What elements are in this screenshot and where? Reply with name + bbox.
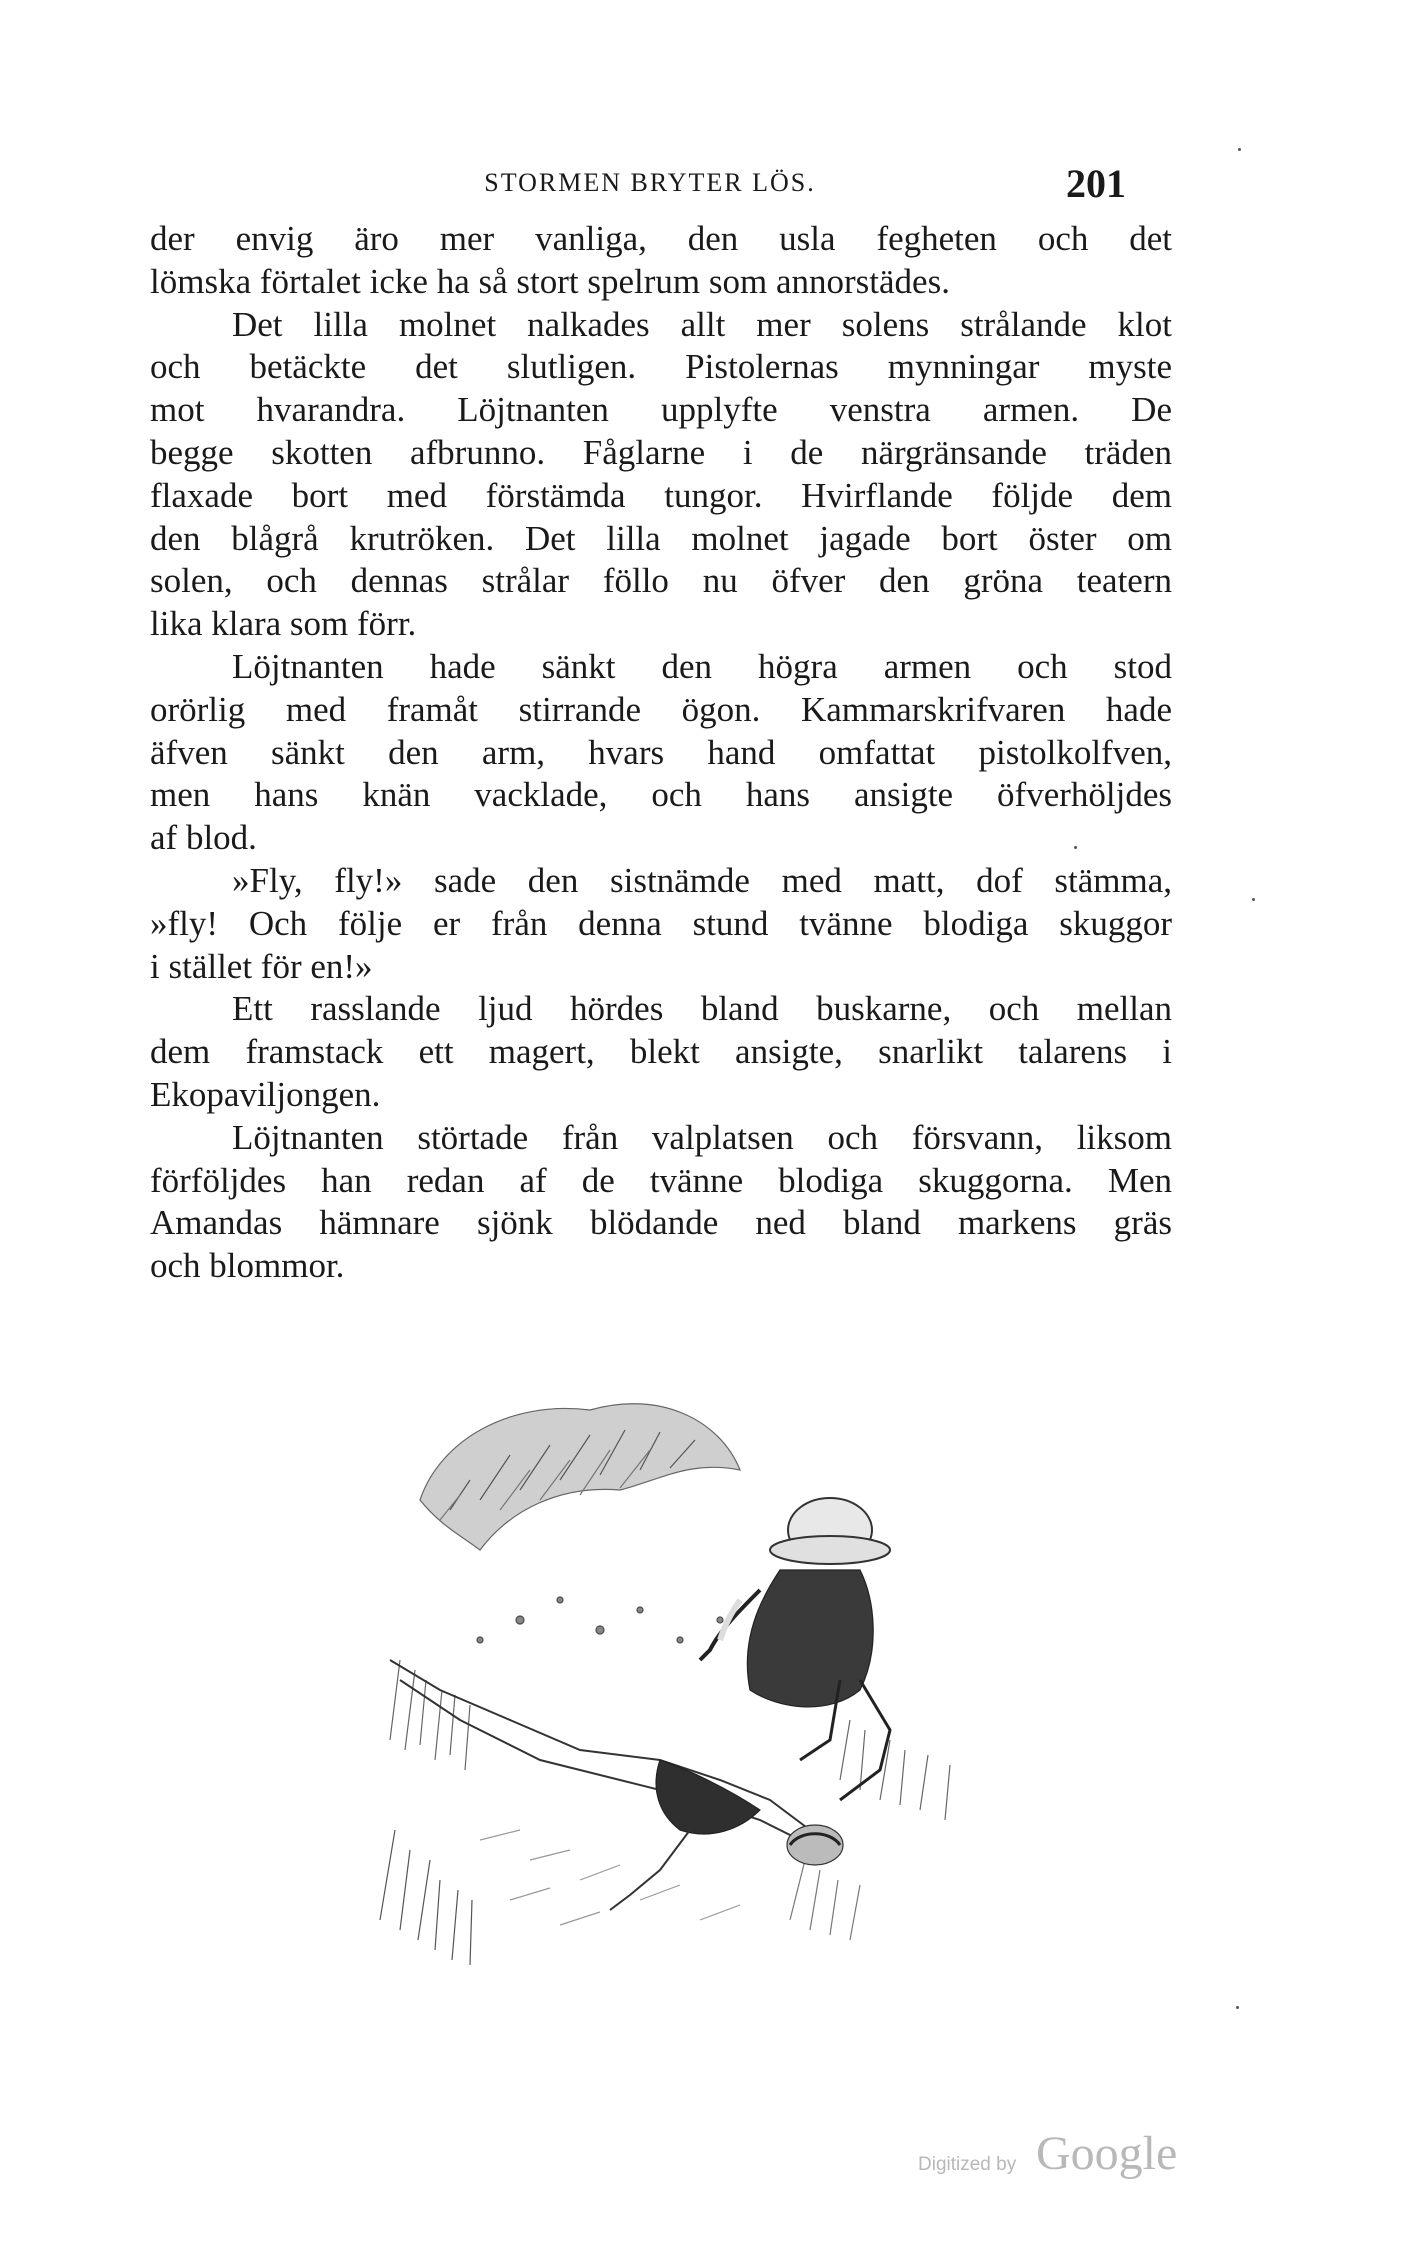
text-line: i stället för en!» (150, 946, 373, 986)
text-line: der envig äro mer vanliga, den usla fegheten och det (150, 219, 1172, 258)
text-line: flaxade bort med förstämda tungor. Hvirflande följde dem (150, 475, 1172, 515)
scan-speck (1252, 898, 1255, 901)
text-line: men hans knän vacklade, och hans ansigte öfverhöljdes (150, 775, 1172, 815)
text-line: äfven sänkt den arm, hvars hand omfattat pistolkolfven, (150, 732, 1172, 772)
google-logo: Google (1036, 2127, 1178, 2180)
running-head (150, 160, 1150, 208)
scan-speck (1238, 148, 1241, 151)
text-line: »Fly, fly!» sade den sistnämde med matt, dof stämma, (232, 860, 1172, 900)
text-line: Löjtnanten hade sänkt den högra armen och stod (232, 646, 1172, 686)
text-line: begge skotten afbrunno. Fåglarne i de närgränsande träden (150, 432, 1172, 472)
text-line: och blommor. (150, 1246, 345, 1286)
text-line: solen, och dennas strålar föllo nu öfver den gröna teatern (150, 561, 1172, 601)
google-watermark (918, 2127, 1218, 2190)
text-line: lömska förtalet icke ha så stort spelrum som annorstädes. (150, 261, 950, 301)
text-line: lika klara som förr. (150, 604, 417, 644)
text-line: Ett rasslande ljud hördes bland buskarne, och mellan (232, 989, 1172, 1029)
text-line: af blod. (150, 818, 257, 858)
digitized-by-label: Digitized by (918, 2154, 1017, 2175)
text-line: Löjtnanten störtade från valplatsen och försvann, liksom (232, 1117, 1172, 1157)
text-line: förföljdes han redan af de tvänne blodiga skuggorna. Men (150, 1160, 1172, 1200)
running-title: STORMEN BRYTER LÖS. (484, 168, 816, 197)
text-line: orörlig med framåt stirrande ögon. Kammarskrifvaren hade (150, 689, 1172, 729)
text-line: mot hvarandra. Löjtnanten upplyfte venstra armen. De (150, 390, 1172, 430)
text-line: den blågrå krutröken. Det lilla molnet jagade bort öster om (150, 518, 1172, 558)
text-line: dem framstack ett magert, blekt ansigte, snarlikt talarens i (150, 1032, 1172, 1072)
page-number: 201 (1066, 161, 1126, 206)
text-line: Ekopaviljongen. (150, 1074, 381, 1114)
illustration-duel-aftermath (360, 1360, 980, 2000)
text-line: och betäckte det slutligen. Pistolernas mynningar myste (150, 347, 1172, 387)
body-text (150, 218, 1172, 1288)
text-line: »fly! Och följe er från denna stund tvänne blodiga skuggor (150, 903, 1172, 943)
text-line: Amandas hämnare sjönk blödande ned bland markens gräs (150, 1203, 1172, 1243)
scan-speck (1236, 2006, 1239, 2009)
scan-speck (1074, 846, 1077, 849)
text-line: Det lilla molnet nalkades allt mer solens strålande klot (232, 304, 1172, 344)
